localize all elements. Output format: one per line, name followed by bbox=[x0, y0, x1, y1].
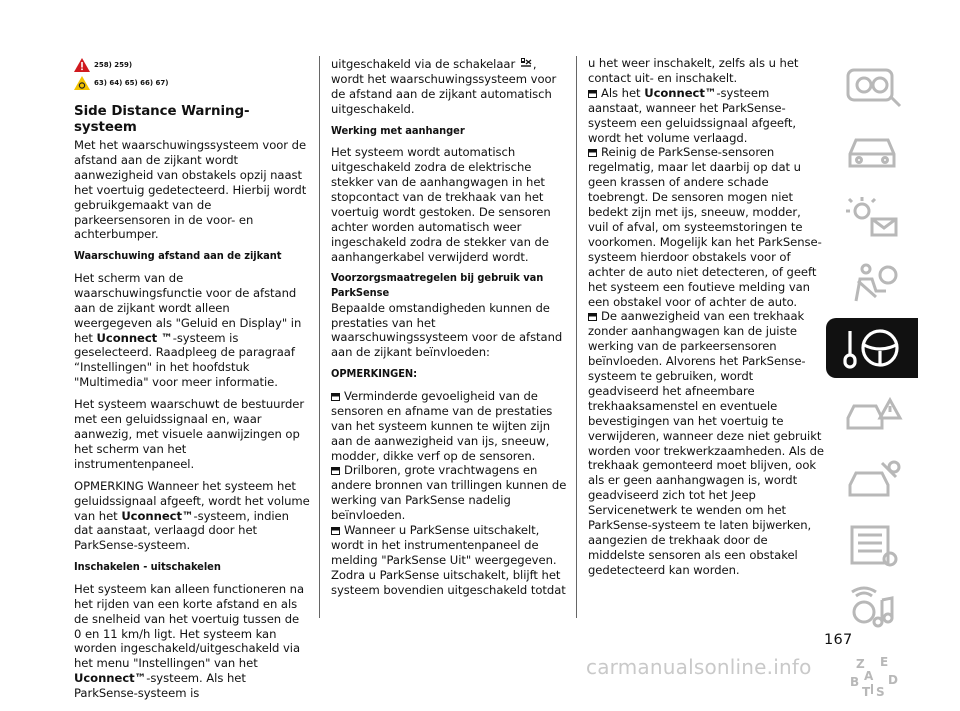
page-number: 167 bbox=[824, 632, 853, 648]
tab-emergency[interactable] bbox=[826, 384, 918, 444]
subheading-precautions: Voorzorgsmaatregelen bij gebruik van ParkSense bbox=[331, 271, 544, 300]
chapter-tabs bbox=[826, 56, 918, 711]
note-bullet-icon bbox=[588, 87, 597, 95]
alphabetical-index-icon bbox=[842, 654, 902, 698]
paragraph-trailer: Het systeem wordt automatisch uitgeschakeld zodra de elektrische stekker van de aanhangwagen in het stopcontact van de trekhaak van het voertuig wordt gestoken. De sensoren achter worden automatisch weer ingeschakeld zodra de stekker van de aanhangerkabel verwijderd wordt. bbox=[331, 145, 551, 264]
tab-car[interactable] bbox=[826, 122, 918, 182]
tab-starting-driving[interactable] bbox=[826, 318, 918, 378]
subheading-trailer: Werking met aanhanger bbox=[331, 123, 465, 137]
dashboard-car-icon bbox=[842, 64, 902, 108]
watermark: carmanualsonline.info bbox=[586, 655, 812, 679]
tab-dashboard[interactable] bbox=[826, 56, 918, 116]
paragraph-alert: Het systeem waarschuwt de bestuurder met een geluidssignaal en, waar aanwezig, met visuele aanwijzingen op het scherm van het instrumentenpaneel. bbox=[74, 397, 305, 471]
danger-refs: 258) 259) bbox=[94, 61, 133, 69]
note-item: Drilboren, grote vrachtwagens en andere bronnen van trillingen kunnen de werking van ParkSense nadelig beïnvloeden. bbox=[331, 463, 567, 523]
tab-multimedia[interactable] bbox=[826, 580, 918, 640]
svg-text:D: D bbox=[888, 672, 898, 687]
note-item: Verminderde gevoeligheid van de sensoren en afname van de prestaties van het systeem kunnen te wijten zijn aan de aanwezigheid van ijs, sneeuw, modder, dikke verf op de sensoren. bbox=[331, 388, 553, 463]
note-item: De aanwezigheid van een trekhaak zonder aanhangwagen kan de juiste werking van de parkeersensoren beïnvloeden. Alvorens het ParkSense-systeem te gebruiken, wordt geadviseerd het afneembare trekhaaksamenstel en eventuele bevestigingen van het voertuig te verwijderen, wanneer deze niet gebruikt worden voor trekwerkzaamheden. Als de trekhaak gemonteerd moet blijven, ook als er geen aanhangwagen is, wordt geadviseerd zich tot het Jeep Servicenetwerk te wenden om het ParkSense-systeem te laten bijwerken, aangezien de trekhaak door de middelste sensoren als een obstakel gedetecteerd kan worden. bbox=[588, 309, 824, 577]
subheading-notes: OPMERKINGEN: bbox=[331, 367, 418, 381]
svg-text:S: S bbox=[876, 684, 885, 699]
danger-warning-row bbox=[74, 56, 168, 74]
tab-safety[interactable] bbox=[826, 253, 918, 313]
svg-text:Z: Z bbox=[856, 656, 865, 671]
paragraph-note: OPMERKING Wanneer het systeem het geluidssignaal afgeeft, wordt het volume van het Uconnect™-systeem, indien dat aanstaat, verlaagd door het ParkSense-systeem. bbox=[74, 478, 310, 553]
tab-warning-lights[interactable] bbox=[826, 187, 918, 247]
note-bullet-icon bbox=[588, 146, 597, 154]
column-2 bbox=[331, 56, 567, 598]
note-item: Reinig de ParkSense-sensoren regelmatig, maar let daarbij op dat u geen krassen of andere schade toebrengt. De sensoren mogen niet bedekt zijn met ijs, sneeuw, modder, vuil of afval, om systeemstoringen te voorkomen. Mogelijk kan het ParkSense-systeem hierdoor obstakels voor of achter de auto niet detecteren, of geeft het systeem een foutieve melding van een obstakel voor of achter de auto. bbox=[588, 145, 822, 309]
note-bullet-icon bbox=[588, 310, 597, 318]
multimedia-icon bbox=[842, 588, 902, 632]
paragraph-enable: Het systeem kan alleen functioneren na het rijden van een korte afstand en als de snelheid van het voertuig tussen de 0 en 11 km/h ligt. Het systeem kan worden ingeschakeld/uitgeschakeld via het menu "Instellingen" van het Uconnect™-systeem. Als het ParkSense-systeem is bbox=[74, 581, 305, 701]
caution-triangle-icon bbox=[74, 76, 90, 90]
svg-text:T: T bbox=[862, 684, 871, 699]
key-steering-wheel-icon bbox=[840, 325, 904, 371]
warning-refs bbox=[74, 56, 168, 92]
subheading-enable-disable: Inschakelen - uitschakelen bbox=[74, 560, 221, 574]
specifications-list-icon bbox=[842, 523, 902, 567]
column-divider bbox=[319, 56, 320, 618]
note-bullet-icon bbox=[331, 524, 340, 532]
subheading-side-warning: Waarschuwing afstand aan de zijkant bbox=[74, 249, 282, 263]
danger-triangle-icon bbox=[74, 58, 90, 72]
paragraph-switch: uitgeschakeld via de schakelaar , wordt het waarschuwingssysteem voor de afstand aan de zijkant automatisch uitgeschakeld. bbox=[331, 57, 557, 116]
intro-paragraph: Met het waarschuwingssysteem voor de afstand aan de zijkant wordt aanwezigheid van obstakels opzij naast het voertuig gedetecteerd. Hierbij wordt gebruikgemaakt van de parkeersensoren in de voor- en achterbumper. bbox=[74, 138, 307, 242]
tab-maintenance[interactable] bbox=[826, 449, 918, 509]
section-heading: Side Distance Warning-systeem bbox=[74, 104, 250, 135]
parksense-switch-icon bbox=[519, 56, 533, 69]
tab-technical-data[interactable] bbox=[826, 515, 918, 575]
paragraph-display: Het scherm van de waarschuwingsfunctie voor de afstand aan de zijkant wordt alleen weergegeven als "Geluid en Display" in het Uconnect ™-systeem is geselecteerd. Raadpleeg de paragraaf “Instellingen" in het hoofdstuk "Multimedia" voor meer informatie. bbox=[74, 270, 302, 390]
caution-refs: 63) 64) 65) 66) 67) bbox=[94, 79, 169, 87]
car-front-icon bbox=[842, 130, 902, 174]
wrench-car-icon bbox=[842, 457, 902, 501]
column-1 bbox=[74, 100, 310, 701]
note-item: Wanneer u ParkSense uitschakelt, wordt in het instrumentenpaneel de melding "ParkSense Uit" weergegeven. Zodra u ParkSense uitschakelt, blijft het systeem bovendien uitgeschakeld totdat bbox=[331, 523, 566, 597]
paragraph-conditions: Bepaalde omstandigheden kunnen de prestaties van het waarschuwingssysteem voor de afstand aan de zijkant beïnvloeden: bbox=[331, 300, 563, 360]
column-divider bbox=[576, 56, 577, 618]
svg-text:B: B bbox=[850, 674, 860, 689]
airbag-seat-icon bbox=[842, 261, 902, 305]
car-crash-warning-icon bbox=[842, 392, 902, 436]
column-3 bbox=[588, 56, 824, 578]
warning-lights-message-icon bbox=[842, 195, 902, 239]
caution-warning-row bbox=[74, 74, 168, 92]
svg-text:E: E bbox=[880, 654, 889, 669]
note-bullet-icon bbox=[331, 390, 340, 398]
paragraph-continue: u het weer inschakelt, zelfs als u het contact uit- en inschakelt. bbox=[588, 56, 799, 85]
note-bullet-icon bbox=[331, 464, 340, 472]
note-item: Als het Uconnect™-systeem aanstaat, wanneer het ParkSense-systeem een geluidssignaal afgeeft, wordt het volume verlaagd. bbox=[588, 85, 796, 145]
svg-text:A: A bbox=[864, 668, 874, 683]
tab-index[interactable] bbox=[826, 646, 918, 706]
